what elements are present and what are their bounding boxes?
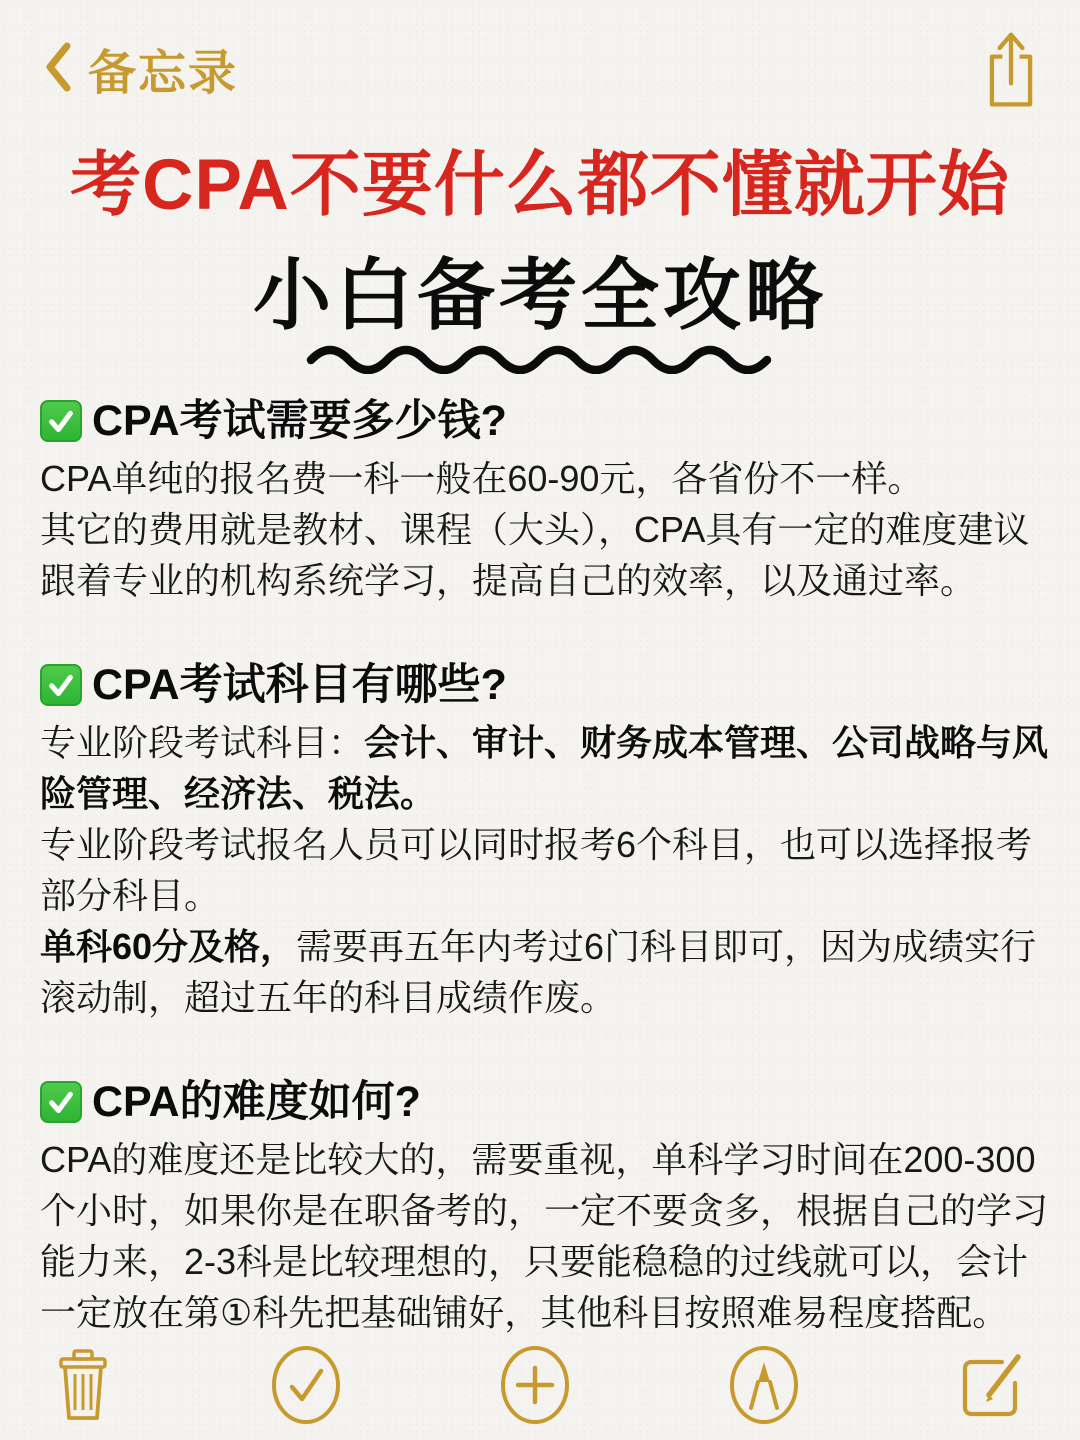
body-line: CPA的难度还是比较大的，需要重视，单科学习时间在200-300 [40, 1138, 1036, 1180]
share-icon [980, 100, 1042, 115]
body-line: CPA单纯的报名费一科一般在60-90元，各省份不一样。 [40, 457, 924, 499]
back-button[interactable] [42, 34, 238, 103]
section-title: CPA的难度如何? [92, 1077, 421, 1126]
check-emoji-icon [40, 400, 82, 442]
add-circle-icon [498, 1344, 572, 1426]
body-line: 其它的费用就是教材、课程（大头），CPA具有一定的难度建议 [40, 508, 1030, 550]
markup-button[interactable] [727, 1344, 801, 1426]
note-section [40, 1075, 1049, 1338]
section-heading [40, 1075, 1040, 1129]
wavy-underline [305, 340, 775, 374]
add-button[interactable] [498, 1344, 572, 1426]
section-title: CPA考试科目有哪些? [92, 660, 507, 709]
body-line: 能力来，2-3科是比较理想的，只要能稳稳的过线就可以，会计 [40, 1240, 1029, 1282]
body-line: 险管理、经济法、税法。 [40, 772, 437, 814]
note-section [40, 394, 1040, 606]
body-line: 个小时，如果你是在职备考的，一定不要贪多，根据自己的学习 [40, 1189, 1049, 1231]
check-emoji-icon [40, 664, 82, 706]
section-title: CPA考试需要多少钱? [92, 396, 507, 445]
chevron-left-icon [42, 41, 74, 96]
back-button-label: 备忘录 [88, 47, 239, 100]
trash-icon [52, 1348, 114, 1422]
note-subtitle: 小白备考全攻略 [252, 250, 827, 339]
body-line: 专业阶段考试报名人员可以同时报考6个科目，也可以选择报考 [40, 823, 1033, 865]
body-line: 专业阶段考试科目：会计、审计、财务成本管理、公司战略与风 [40, 721, 1049, 763]
body-line: 滚动制，超过五年的科目成绩作废。 [40, 976, 617, 1018]
compose-button[interactable] [956, 1349, 1028, 1421]
compose-icon [956, 1349, 1028, 1421]
share-button[interactable] [980, 28, 1042, 115]
body-line: 跟着专业的机构系统学习，提高自己的效率，以及通过率。 [40, 559, 977, 601]
checklist-circle-icon [269, 1344, 343, 1426]
markup-circle-icon [727, 1344, 801, 1426]
note-section [40, 658, 1049, 1023]
sections [0, 394, 1080, 1338]
check-emoji-icon [40, 1081, 82, 1123]
section-heading [40, 394, 1040, 448]
note-title: 考CPA不要什么都不懂就开始 [70, 146, 1010, 225]
body-line: 单科60分及格，需要再五年内考过6门科目即可，因为成绩实行 [40, 925, 1037, 967]
bottom-toolbar [0, 1344, 1080, 1426]
nav-bar [42, 34, 1042, 115]
trash-button[interactable] [52, 1348, 114, 1422]
body-line: 部分科目。 [40, 874, 221, 916]
section-heading [40, 658, 1040, 712]
checklist-button[interactable] [269, 1344, 343, 1426]
body-line: 一定放在第①科先把基础铺好，其他科目按照难易程度搭配。 [40, 1291, 1009, 1333]
